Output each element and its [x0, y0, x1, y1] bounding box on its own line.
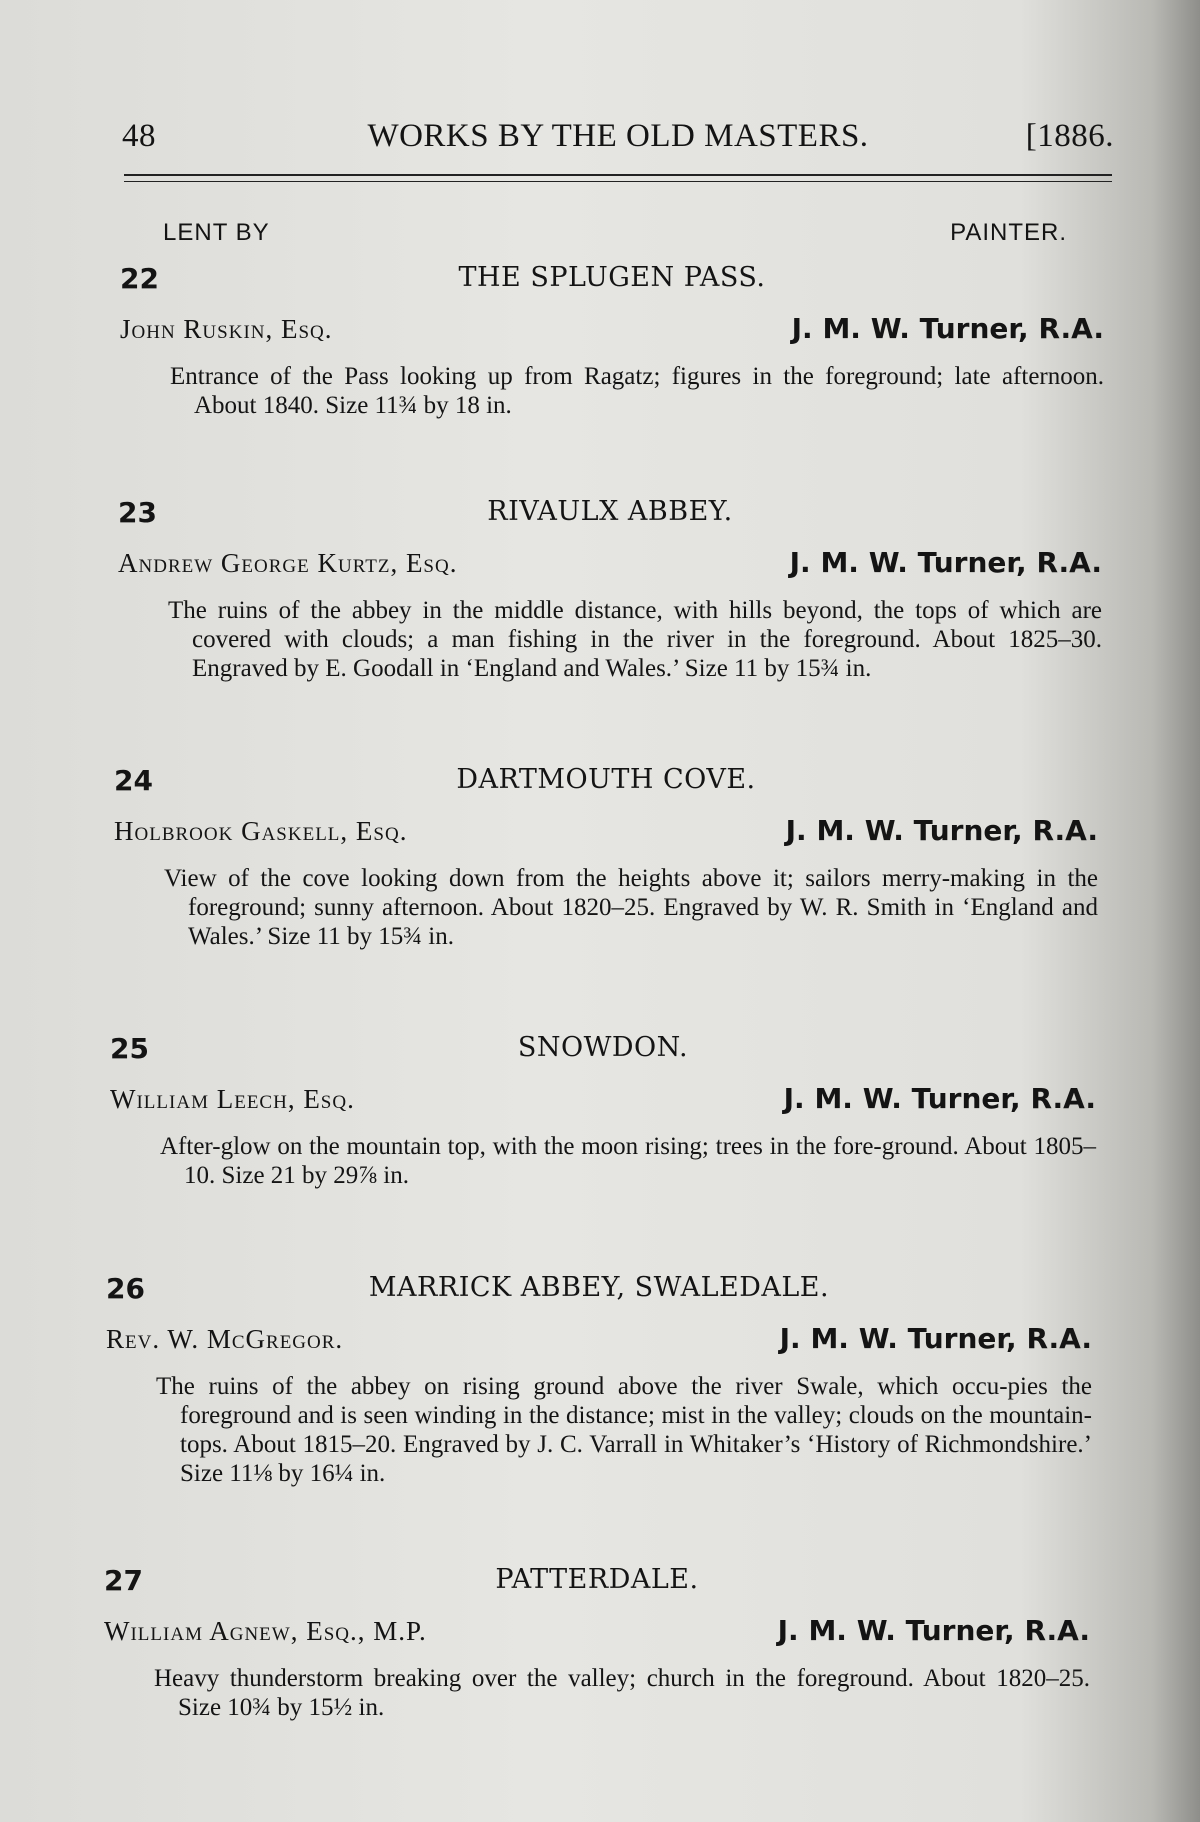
entry-lender: Rev. W. McGregor.: [106, 1324, 344, 1354]
running-head: [122, 118, 1114, 168]
entry-description: Entrance of the Pass looking up from Ragatz; figures in the foreground; late afternoon. About 1840. Size 11¾ by 18 in.: [170, 363, 1104, 419]
entry-lender: William Leech, Esq.: [110, 1084, 355, 1114]
page-title: WORKS BY THE OLD MASTERS.: [367, 118, 869, 154]
entry-number: 22: [120, 262, 159, 295]
entry-description: The ruins of the abbey in the middle distance, with hills beyond, the tops of which are covered with clouds; a man fishing in the river in the foreground. About 1825–30. Engraved by E. Goodall in ‘England and Wales.’ Size 11 by 15¾ in.: [168, 597, 1102, 682]
entry-description: After-glow on the mountain top, with the moon rising; trees in the fore-ground. About 1805–10. Size 21 by 29⅞ in.: [160, 1133, 1096, 1189]
entry-number: 26: [106, 1272, 145, 1305]
page-year: [1886.: [1025, 118, 1114, 154]
entry-painter: J. M. W. Turner, R.A.: [783, 1082, 1096, 1115]
page-number: 48: [122, 118, 156, 154]
column-headings: [163, 219, 1067, 249]
header-rule-thick: [124, 174, 1112, 176]
entry-number: 25: [110, 1032, 149, 1065]
entry-description: View of the cove looking down from the heights above it; sailors merry-making in the foreground; sunny afternoon. About 1820–25. Engraved by W. R. Smith in ‘England and Wales.’ Size 11 by 15¾ in.: [164, 865, 1098, 950]
entry-lender: John Ruskin, Esq.: [120, 314, 333, 344]
painter-heading: PAINTER.: [950, 219, 1067, 246]
entry-painter: J. M. W. Turner, R.A.: [789, 546, 1102, 579]
entry-painter: J. M. W. Turner, R.A.: [791, 312, 1104, 345]
entry-title: RIVAULX ABBEY.: [487, 496, 733, 527]
entry-title: DARTMOUTH COVE.: [456, 764, 756, 795]
entry-number: 24: [114, 764, 153, 797]
entry-lender: Holbrook Gaskell, Esq.: [114, 816, 408, 846]
lent-by-heading: LENT BY: [163, 219, 270, 246]
entry-lender: Andrew George Kurtz, Esq.: [118, 548, 458, 578]
entry-title: SNOWDON.: [517, 1032, 689, 1063]
entry-title: MARRICK ABBEY, SWALEDALE.: [368, 1272, 830, 1303]
entry-painter: J. M. W. Turner, R.A.: [777, 1614, 1090, 1647]
entry-title: THE SPLUGEN PASS.: [458, 262, 766, 293]
entry-number: 23: [118, 496, 157, 529]
entry-lender: William Agnew, Esq., M.P.: [104, 1616, 427, 1646]
entry-painter: J. M. W. Turner, R.A.: [779, 1322, 1092, 1355]
entry-painter: J. M. W. Turner, R.A.: [785, 814, 1098, 847]
entry-title: PATTERDALE.: [495, 1564, 699, 1595]
header-rule-thin: [124, 181, 1112, 182]
entry-number: 27: [104, 1564, 143, 1597]
entry-description: The ruins of the abbey on rising ground above the river Swale, which occu-pies the foreground and is seen winding in the distance; mist in the valley; clouds on the mountain-tops. About 1815–20. Engraved by J. C. Varrall in Whitaker’s ‘History of Richmondshire.’ Size 11⅛ by 16¼ in.: [156, 1373, 1092, 1487]
entry-description: Heavy thunderstorm breaking over the valley; church in the foreground. About 1820–25. Size 10¾ by 15½ in.: [154, 1665, 1090, 1721]
